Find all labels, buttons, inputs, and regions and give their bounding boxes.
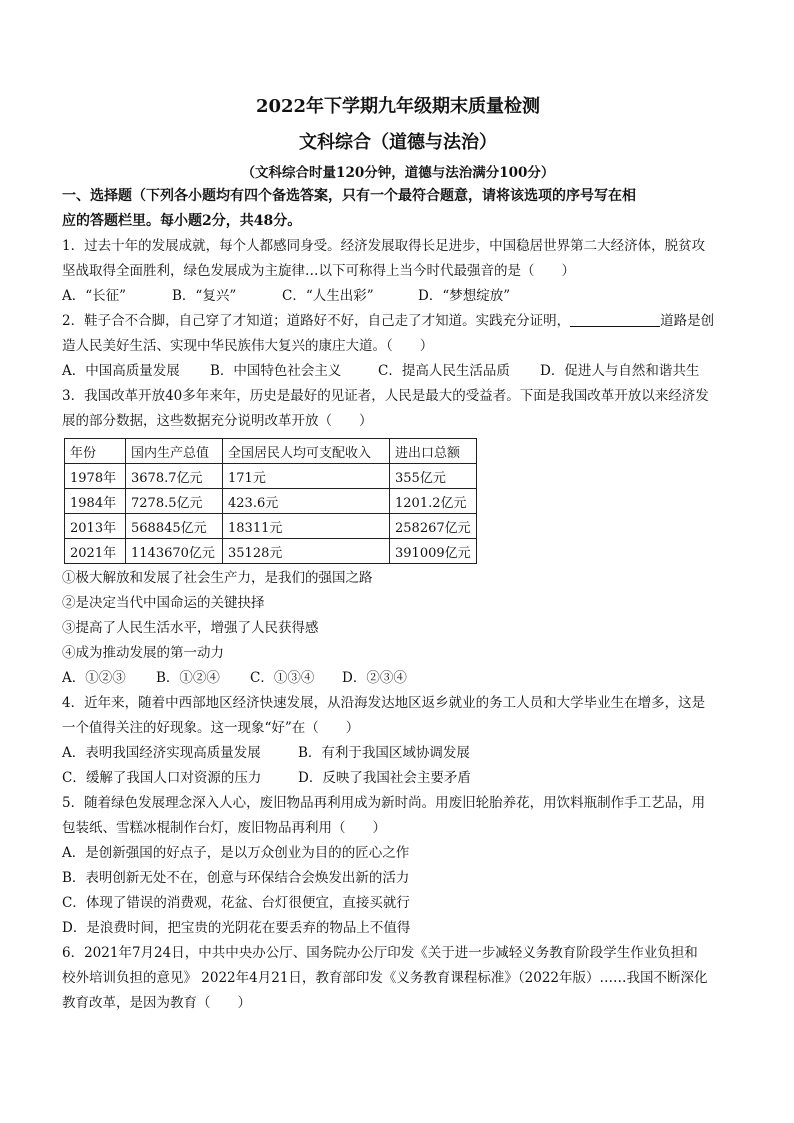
q4-option-b: B．有利于我国区域协调发展 <box>298 745 470 761</box>
exam-subtitle: 文科综合（道德与法治） <box>299 132 497 153</box>
table-cell: 1143670亿元 <box>126 539 223 564</box>
exam-title: 2022年下学期九年级期末质量检测 <box>255 96 541 117</box>
question-3: 3．我国改革开放40多年来年，历史是最好的见证者，人民是最大的受益者。下面是我国改革开放以来经济发 展的部分数据，这些数据充分说明改革开放（ ） 年份 国内生产总值 全国居民人均可支配收入 进出口总额 1978年 3678.7亿元 171元 355亿元 1984年 7278.5亿元 423.6元 1201.2亿元 2013年 568845亿元 18311元 258267亿元 2021年 1143670亿元 35128元 391009亿元 ①极大解放和发展了社会生产力，是我们的强国之路 ②是决定当代中国命运的关键抉择 ③提高了人民生活水平，增强了人民获得感 ④成为推动发展的第一动力 A．①②③ B．①②④ C．①③④ D．②③④ <box>62 384 734 691</box>
q5-option-a: A．是创新强国的好点子，是以万众创业为目的的匠心之作 <box>62 845 410 861</box>
table-row <box>65 539 477 564</box>
table-cell: 391009亿元 <box>390 539 477 564</box>
q2-option-d: D．促进人与自然和谐共生 <box>540 363 700 379</box>
table-cell: 171元 <box>223 464 390 489</box>
table-header-cell: 进出口总额 <box>390 439 477 464</box>
q4-option-c: C．缓解了我国人口对资源的压力 <box>62 770 262 786</box>
table-cell: 1984年 <box>65 489 126 514</box>
data-table <box>64 438 477 564</box>
table-row <box>65 514 477 539</box>
table-cell: 2013年 <box>65 514 126 539</box>
q3-statement-3: ③提高了人民生活水平，增强了人民获得感 <box>62 620 319 636</box>
q2-options <box>62 359 734 384</box>
q2-option-c: C．提高人民生活品质 <box>378 363 510 379</box>
q5-option-c: C．体现了错误的消费观，花盆、台灯很便宜，直接买就行 <box>62 895 410 911</box>
q3-options <box>62 666 734 691</box>
q1-option-d: D．“梦想绽放” <box>418 288 511 304</box>
question-1: 1．过去十年的发展成就，每个人都感同身受。经济发展取得长足进步，中国稳居世界第二大经济体，脱贫攻 坚战取得全面胜利，绿色发展成为主旋律…以下可称得上当今时代最强音的是（ ） A．“长征” B．“复兴” C．“人生出彩” D．“梦想绽放” <box>62 234 734 309</box>
question-6: 6．2021年7月24日，中共中央办公厅、国务院办公厅印发《关于进一步减轻义务教育阶段学生作业负担和 校外培训负担的意见》 2022年4月21日，教育部印发《义务教育课程标准》（2022年版）……我国不断深化 教育改革，是因为教育（ ） <box>62 945 708 1011</box>
table-row <box>65 464 477 489</box>
table-cell: 355亿元 <box>390 464 477 489</box>
question-4: 4．近年来，随着中西部地区经济快速发展，从沿海发达地区返乡就业的务工人员和大学毕业生在增多，这是 一个值得关注的好现象。这一现象“好”在（ ） A．表明我国经济实现高质量发展 B．有利于我国区域协调发展 C．缓解了我国人口对资源的压力 D．反映了我国社会主要矛盾 <box>62 691 734 791</box>
table-cell: 2021年 <box>65 539 126 564</box>
exam-page <box>62 95 734 1016</box>
q1-option-a: A．“长征” <box>62 288 127 304</box>
q3-option-c: C．①③④ <box>250 670 315 686</box>
q5-option-d: D．是浪费时间，把宝贵的光阴花在要丢弃的物品上不值得 <box>62 920 411 936</box>
q5-option-b: B．表明创新无处不在，创意与环保结合会焕发出新的活力 <box>62 870 410 886</box>
table-header-cell: 全国居民人均可支配收入 <box>223 439 390 464</box>
table-cell: 258267亿元 <box>390 514 477 539</box>
exam-note: （文科综合时量120分钟，道德与法治满分100分） <box>241 165 555 181</box>
q4-option-a: A．表明我国经济实现高质量发展 <box>62 745 261 761</box>
question-5: 5．随着绿色发展理念深入人心，废旧物品再利用成为新时尚。用废旧轮胎养花，用饮料瓶制作手工艺品，用 包装纸、雪糕冰棍制作台灯，废旧物品再利用（ ） A．是创新强国的好点子，是以万众创业为目的的匠心之作 B．表明创新无处不在，创意与环保结合会焕发出新的活力 C．体现了错误的消费观，花盆、台灯很便宜，直接买就行 D．是浪费时间，把宝贵的光阴花在要丢弃的物品上不值得 <box>62 791 734 941</box>
answer-blank <box>570 312 660 327</box>
table-cell: 18311元 <box>223 514 390 539</box>
q4-option-d: D．反映了我国社会主要矛盾 <box>298 770 471 786</box>
table-header-cell: 年份 <box>65 439 126 464</box>
table-cell: 7278.5亿元 <box>126 489 223 514</box>
question-2: 2．鞋子合不合脚，自己穿了才知道；道路好不好，自己走了才知道。实践充分证明， 道路是创 造人民美好生活、实现中华民族伟大复兴的康庄大道。（ ） A．中国高质量发展 B．中国特色社会主义 C．提高人民生活品质 D．促进人与自然和谐共生 <box>62 309 734 384</box>
q1-options <box>62 284 734 309</box>
table-cell: 3678.7亿元 <box>126 464 223 489</box>
q3-statement-4: ④成为推动发展的第一动力 <box>62 645 224 661</box>
table-cell: 423.6元 <box>223 489 390 514</box>
q2-option-a: A．中国高质量发展 <box>62 363 180 379</box>
q3-option-b: B．①②④ <box>156 670 220 686</box>
q2-option-b: B．中国特色社会主义 <box>210 363 342 379</box>
q1-option-b: B．“复兴” <box>172 288 237 304</box>
q3-statement-2: ②是决定当代中国命运的关键抉择 <box>62 595 265 611</box>
table-cell: 1978年 <box>65 464 126 489</box>
table-cell: 35128元 <box>223 539 390 564</box>
q1-option-c: C．“人生出彩” <box>282 288 374 304</box>
table-header-cell: 国内生产总值 <box>126 439 223 464</box>
table-header-row <box>65 439 477 464</box>
table-row <box>65 489 477 514</box>
table-cell: 568845亿元 <box>126 514 223 539</box>
table-cell: 1201.2亿元 <box>390 489 477 514</box>
q3-statement-1: ①极大解放和发展了社会生产力，是我们的强国之路 <box>62 570 373 586</box>
q3-option-d: D．②③④ <box>342 670 407 686</box>
q3-option-a: A．①②③ <box>62 670 126 686</box>
section-heading: 一、选择题（下列各小题均有四个备选答案，只有一个最符合题意，请将该选项的序号写在相 应的答题栏里。每小题2分，共48分。 <box>62 188 636 229</box>
